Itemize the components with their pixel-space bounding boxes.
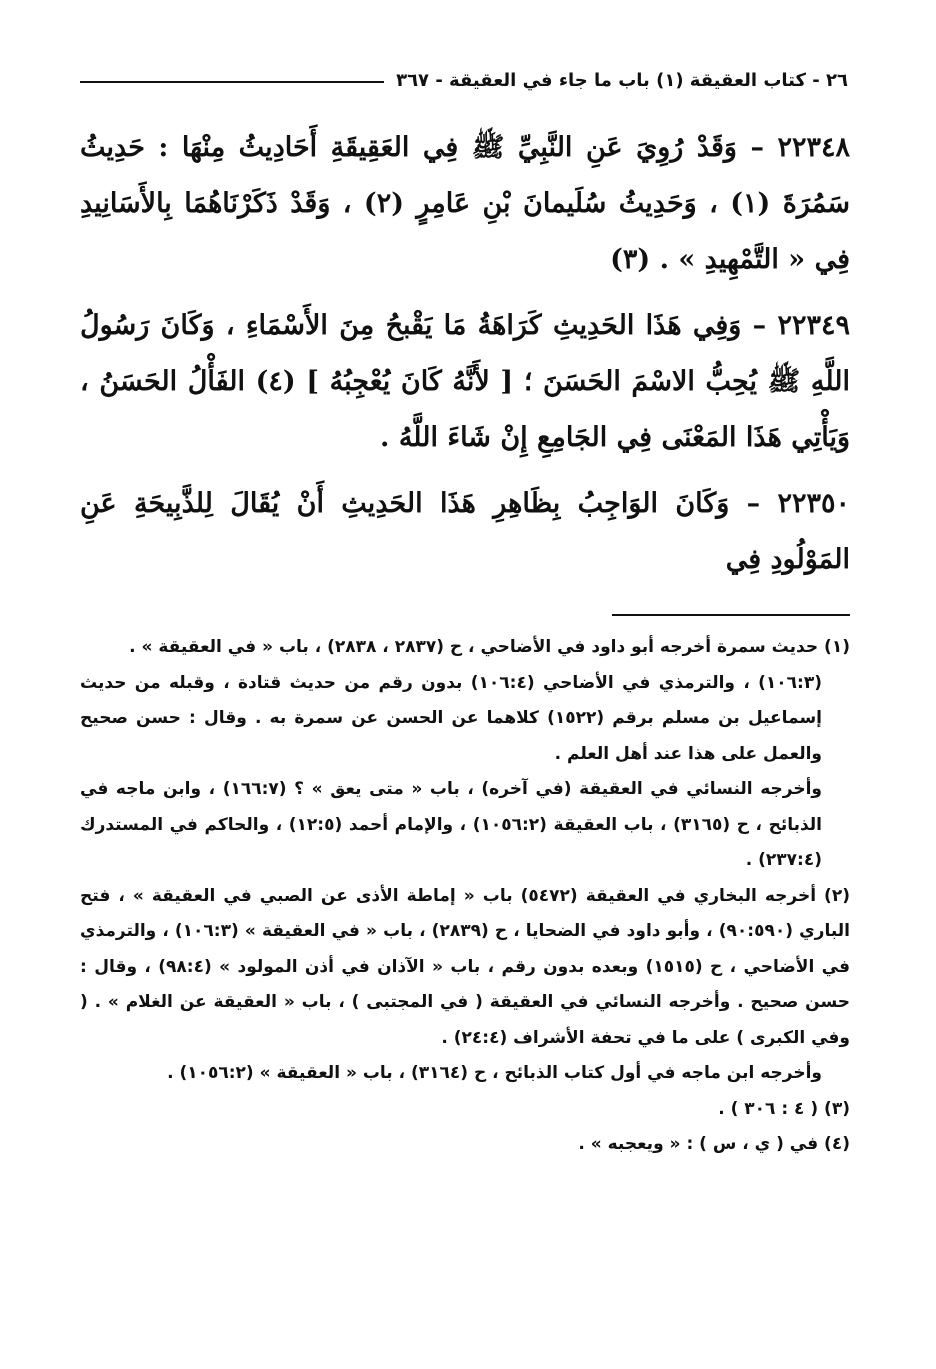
footnote-3: (٣) ( ٤ : ٣٠٦ ) .	[718, 1098, 850, 1119]
page-header	[80, 62, 848, 98]
footnote-1: (١) حديث سمرة أخرجه أبو داود في الأضاحي ، ح (٢٨٣٧ ، ٢٨٣٨) ، باب « في العقيقة » .	[129, 637, 850, 657]
footnote-2-extra: وأخرجه ابن ماجه في أول كتاب الذبائح ، ح (٣١٦٤) ، باب « العقيقة » (١٠٥٦:٢) .	[167, 1063, 822, 1083]
footnotes	[80, 630, 850, 1163]
main-text	[80, 120, 850, 588]
running-title: ٢٦ - كتاب العقيقة (١) باب ما جاء في العقيقة - ٣٦٧	[396, 69, 848, 91]
paragraph-22350: ٢٢٣٥٠ – وَكَانَ الوَاجِبُ بِظَاهِرِ هَذَا الحَدِيثِ أَنْ يُقَالَ لِلذَّبِيحَةِ عَنِ المَوْلُودِ فِي	[80, 488, 850, 575]
header-rule	[80, 81, 384, 83]
footnote-1-extra: وأخرجه النسائي في العقيقة (في آخره) ، باب « متى يعق » ؟ (١٦٦:٧) ، وابن ماجه في الذبائح ، ح (٣١٦٥) ، باب العقيقة (١٠٥٦:٢) ، والإمام أحمد (١٢:٥) ، والحاكم في المستدرك (٢٣٧:٤) .	[80, 779, 823, 870]
footnote-2: (٢) أخرجه البخاري في العقيقة (٥٤٧٢) باب « إماطة الأذى عن الصبي في العقيقة » ، فتح الباري (٩٠:٥٩٠) ، وأبو داود في الضحايا ، ح (٢٨٣٩) ، باب « في العقيقة » (١٠٦:٣) ، والترمذي في الأضاحي ، ح (١٥١٥) وبعده بدون رقم ، باب « الآذان في أذن المولود » (٩٨:٤) ، وقال : حسن صحيح . وأخرجه النسائي في العقيقة ( في المجتبى ) ، باب « العقيقة عن الغلام » . ( وفي الكبرى ) على ما في تحفة الأشراف (٢٤:٤) .	[80, 885, 851, 1048]
footnote-4: (٤) في ( ي ، س ) : « ويعجبه » .	[578, 1134, 850, 1154]
book-page	[80, 0, 850, 1369]
paragraph-22348: ٢٢٣٤٨ – وَقَدْ رُوِيَ عَنِ النَّبِيِّ ﷺ فِي العَقِيقَةِ أَحَادِيثُ مِنْهَا : حَدِيثُ سَمُرَةَ (١) ، وَحَدِيثُ سُلَيمانَ بْنِ عَامِرٍ (٢) ، وَقَدْ ذَكَرْنَاهُمَا بِالأَسَانِيدِ فِي « التَّمْهِيدِ » . (٣)	[80, 132, 851, 275]
footnote-separator	[612, 614, 850, 616]
paragraph-22349: ٢٢٣٤٩ – وَفِي هَذَا الحَدِيثِ كَرَاهَةُ مَا يَقْبحُ مِنَ الأَسْمَاءِ ، وَكَانَ رَسُولُ اللَّهِ ﷺ يُحِبُّ الاسْمَ الحَسَنَ ؛ [ لأَنَّهُ كَانَ يُعْجِبُهُ ] (٤) الفَأْلُ الحَسَنُ ، وَيَأْتِي هَذَا المَعْنَى فِي الجَامِعِ إِنْ شَاءَ اللَّهُ .	[80, 310, 850, 453]
footnote-1-continued: (١٠٦:٣) ، والترمذي في الأضاحي (١٠٦:٤) بدون رقم من حديث قتادة ، وقبله من حديث إسماعيل بن مسلم برقم (١٥٢٢) كلاهما عن الحسن عن سمرة به . وقال : حسن صحيح والعمل على هذا عند أهل العلم .	[80, 672, 822, 764]
